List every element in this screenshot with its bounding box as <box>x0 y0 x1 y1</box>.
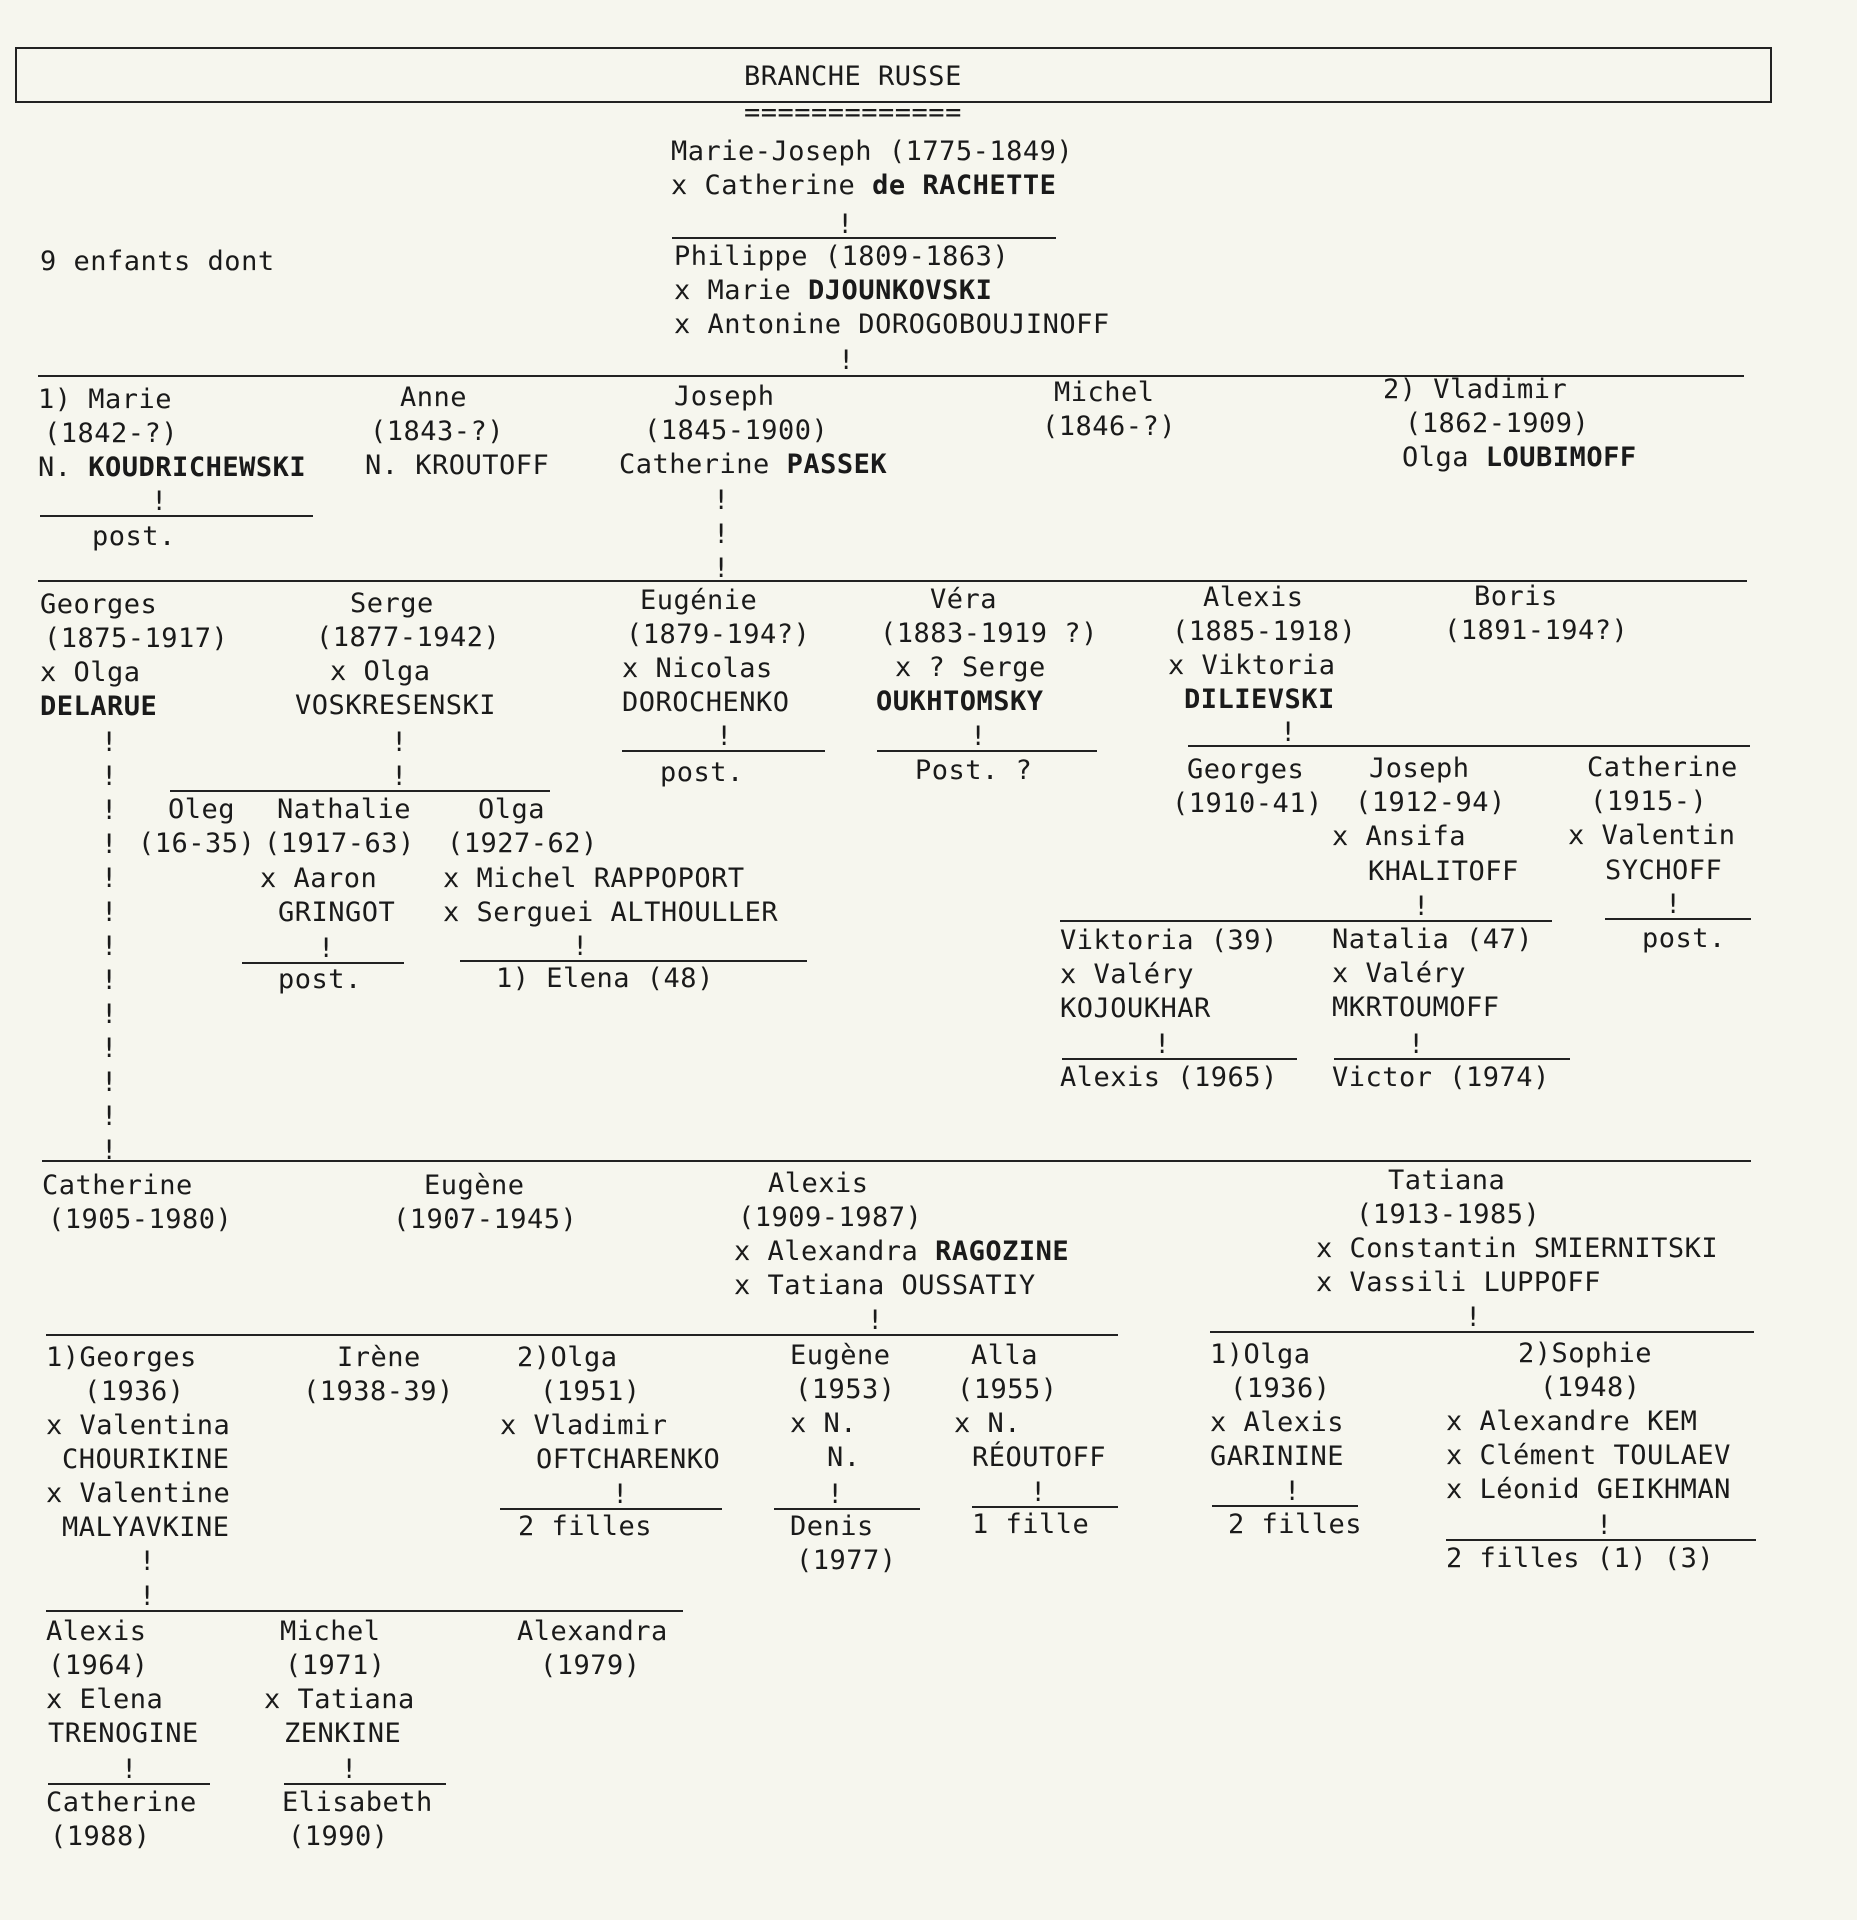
spouse-surname: ZENKINE <box>284 1718 402 1749</box>
connector-line <box>672 237 1056 239</box>
title-underline: ============= <box>744 97 962 128</box>
person-olga: 2)Olga <box>517 1342 618 1373</box>
connector-mark: ! <box>101 863 118 894</box>
dates: (1912-94) <box>1355 787 1506 818</box>
person-eugene: Eugène <box>790 1340 891 1371</box>
posterity-label: 2 filles <box>1228 1509 1363 1540</box>
connector-mark: ! <box>838 345 855 376</box>
posterity-label: post. <box>278 964 362 995</box>
note-9-enfants: 9 enfants dont <box>40 246 275 277</box>
spouse-surname: SYCHOFF <box>1605 855 1723 886</box>
dates: (1843-?) <box>370 416 505 447</box>
spouse: x Alexandre KEM <box>1446 1406 1698 1437</box>
spouse: x Elena <box>46 1684 164 1715</box>
spouse: x Constantin SMIERNITSKI <box>1316 1233 1719 1264</box>
connector-mark: ! <box>867 1305 884 1336</box>
spouse: x Valéry <box>1332 958 1467 989</box>
dates: (1891-194?) <box>1444 615 1629 646</box>
person-catherine: Catherine <box>42 1170 193 1201</box>
spouse-catherine-de-rachette: x Catherine de RACHETTE <box>671 170 1057 201</box>
person-serge: Serge <box>350 588 434 619</box>
spouse-surname: KHALITOFF <box>1368 856 1519 887</box>
connector-mark: ! <box>713 485 730 516</box>
person-irene: Irène <box>337 1342 421 1373</box>
connector-mark: ! <box>341 1754 358 1785</box>
connector-mark: ! <box>1465 1302 1482 1333</box>
dates: (1842-?) <box>44 418 179 449</box>
connector-line <box>46 1334 1118 1336</box>
person-eugene: Eugène <box>424 1170 525 1201</box>
dates: (1953) <box>795 1374 896 1405</box>
posterity-label: 2 filles <box>518 1511 653 1542</box>
spouse: Olga LOUBIMOFF <box>1402 442 1637 473</box>
connector-mark: ! <box>1408 1029 1425 1060</box>
dates: (1977) <box>796 1545 897 1576</box>
person-alexis: Alexis <box>46 1616 147 1647</box>
spouse: x Valentin <box>1568 820 1736 851</box>
spouse-surname: VOSKRESENSKI <box>295 690 497 721</box>
connector-line <box>1188 745 1750 747</box>
dates: (1875-1917) <box>44 623 229 654</box>
spouse: x ? Serge <box>895 652 1046 683</box>
posterity-label: 1 fille <box>972 1509 1090 1540</box>
connector-mark: ! <box>837 209 854 240</box>
dates: (1877-1942) <box>316 622 501 653</box>
spouse: Catherine PASSEK <box>619 449 888 480</box>
connector-line <box>1062 1058 1297 1060</box>
person-marie-joseph: Marie-Joseph (1775-1849) <box>671 136 1074 167</box>
connector-mark: ! <box>391 761 408 792</box>
spouse: x Aaron <box>260 863 378 894</box>
spouse: x Vassili LUPPOFF <box>1316 1267 1601 1298</box>
connector-mark: ! <box>101 965 118 996</box>
spouse: x Valentine <box>46 1478 231 1509</box>
person-sophie: 2)Sophie <box>1518 1338 1653 1369</box>
dates: (1936) <box>84 1376 185 1407</box>
dates: (16-35) <box>138 828 256 859</box>
person-alla: Alla <box>971 1340 1039 1371</box>
connector-mark: ! <box>101 727 118 758</box>
connector-mark: ! <box>121 1754 138 1785</box>
connector-mark: ! <box>391 727 408 758</box>
person-georges: Georges <box>40 589 158 620</box>
spouse-surname: KOJOUKHAR <box>1060 993 1211 1024</box>
connector-mark: ! <box>1665 889 1682 920</box>
connector-mark: ! <box>151 486 168 517</box>
child-denis: Denis <box>790 1511 874 1542</box>
spouse: x Viktoria <box>1168 650 1336 681</box>
person-vera: Véra <box>930 584 998 615</box>
person-nathalie: Nathalie <box>277 794 412 825</box>
spouse-surname: RÉOUTOFF <box>972 1442 1107 1473</box>
dates: (1951) <box>540 1376 641 1407</box>
dates: (1885-1918) <box>1172 616 1357 647</box>
person-boris: Boris <box>1474 581 1558 612</box>
child-alexis: Alexis (1965) <box>1060 1062 1278 1093</box>
connector-line <box>170 790 550 792</box>
spouse-surname: OFTCHARENKO <box>536 1444 721 1475</box>
connector-line <box>1334 1058 1570 1060</box>
dates: (1938-39) <box>303 1376 454 1407</box>
spouse: x N. <box>954 1408 1022 1439</box>
spouse-surname: GARININE <box>1210 1441 1345 1472</box>
person-anne: Anne <box>400 382 468 413</box>
spouse: N. KROUTOFF <box>365 450 550 481</box>
dates: (1846-?) <box>1042 411 1177 442</box>
spouse-surname: TRENOGINE <box>48 1718 199 1749</box>
person-olga: Olga <box>478 794 546 825</box>
connector-mark: ! <box>716 721 733 752</box>
dates: (1910-41) <box>1172 788 1323 819</box>
connector-line <box>284 1783 446 1785</box>
person-eugenie: Eugénie <box>640 585 758 616</box>
connector-mark: ! <box>139 1546 156 1577</box>
person-catherine: Catherine <box>1587 752 1738 783</box>
connector-mark: ! <box>1284 1476 1301 1507</box>
person-joseph: Joseph <box>674 381 775 412</box>
dates: (1979) <box>540 1650 641 1681</box>
dates: (1936) <box>1230 1373 1331 1404</box>
connector-mark: ! <box>101 761 118 792</box>
dates: (1917-63) <box>264 828 415 859</box>
posterity-label: post. <box>1642 923 1726 954</box>
connector-mark: ! <box>1154 1029 1171 1060</box>
spouse: x Olga <box>330 656 431 687</box>
connector-line <box>42 1160 1751 1162</box>
person-alexis: Alexis <box>1203 582 1304 613</box>
connector-mark: ! <box>101 1033 118 1064</box>
connector-mark: ! <box>139 1581 156 1612</box>
person-georges: Georges <box>1187 754 1305 785</box>
dates: (1905-1980) <box>48 1204 233 1235</box>
connector-mark: ! <box>1280 717 1297 748</box>
posterity-label: Post. ? <box>915 755 1033 786</box>
dates: (1964) <box>48 1650 149 1681</box>
connector-mark: ! <box>970 721 987 752</box>
person-joseph: Joseph <box>1369 753 1470 784</box>
spouse: x Valéry <box>1060 959 1195 990</box>
spouse: x Clément TOULAEV <box>1446 1440 1731 1471</box>
connector-mark: ! <box>1413 891 1430 922</box>
connector-line <box>1060 920 1552 922</box>
dates: (1990) <box>288 1821 389 1852</box>
dates: (1915-) <box>1590 786 1708 817</box>
spouse: x Léonid GEIKHMAN <box>1446 1474 1731 1505</box>
connector-mark: ! <box>318 933 335 964</box>
spouse-surname: DILIEVSKI <box>1184 684 1335 715</box>
spouse-surname: N. <box>827 1442 861 1473</box>
connector-mark: ! <box>713 553 730 584</box>
person-michel: Michel <box>280 1616 381 1647</box>
spouse: x N. <box>790 1408 858 1439</box>
spouse: x Ansifa <box>1332 821 1467 852</box>
posterity-label: post. <box>92 521 176 552</box>
spouse: N. KOUDRICHEWSKI <box>38 452 307 483</box>
spouse: x Alexandra RAGOZINE <box>734 1236 1070 1267</box>
dates: (1955) <box>957 1374 1058 1405</box>
spouse-surname: MKRTOUMOFF <box>1332 992 1500 1023</box>
connector-line <box>877 750 1097 752</box>
spouse-surname: DOROCHENKO <box>622 687 790 718</box>
dates: (1845-1900) <box>644 415 829 446</box>
person-alexis: Alexis <box>768 1168 869 1199</box>
dates: (1988) <box>50 1821 151 1852</box>
person-alexandra: Alexandra <box>517 1616 668 1647</box>
person-marie: 1) Marie <box>38 384 173 415</box>
spouse: x Tatiana OUSSATIY <box>734 1270 1036 1301</box>
spouse: x Nicolas <box>622 653 773 684</box>
dates: (1927-62) <box>447 828 598 859</box>
person-philippe: Philippe (1809-1863) <box>674 241 1010 272</box>
person-vladimir: 2) Vladimir <box>1383 374 1568 405</box>
posterity-label: 2 filles (1) (3) <box>1446 1543 1715 1574</box>
spouse-antonine: x Antonine DOROGOBOUJINOFF <box>674 309 1110 340</box>
connector-mark: ! <box>101 795 118 826</box>
spouse-surname: GRINGOT <box>278 897 396 928</box>
connector-line <box>40 515 313 517</box>
spouse-marie-djounkovski: x Marie DJOUNKOVSKI <box>674 275 993 306</box>
dates: (1879-194?) <box>626 619 811 650</box>
child-elena: 1) Elena (48) <box>496 963 714 994</box>
spouse: x Valentina <box>46 1410 231 1441</box>
person-georges: 1)Georges <box>46 1342 197 1373</box>
child-victor: Victor (1974) <box>1332 1062 1550 1093</box>
person-natalia: Natalia (47) <box>1332 924 1534 955</box>
connector-mark: ! <box>101 1067 118 1098</box>
person-viktoria: Viktoria (39) <box>1060 925 1278 956</box>
person-tatiana: Tatiana <box>1388 1165 1506 1196</box>
page-title: BRANCHE RUSSE <box>744 61 962 92</box>
connector-mark: ! <box>101 829 118 860</box>
connector-mark: ! <box>101 1101 118 1132</box>
connector-mark: ! <box>713 519 730 550</box>
spouse: x Alexis <box>1210 1407 1345 1438</box>
dates: (1862-1909) <box>1405 408 1590 439</box>
connector-mark: ! <box>1030 1477 1047 1508</box>
dates: (1909-1987) <box>738 1202 923 1233</box>
spouse: x Vladimir <box>500 1410 668 1441</box>
spouse-surname: DELARUE <box>40 691 158 722</box>
spouse: x Michel RAPPOPORT <box>443 863 745 894</box>
connector-mark: ! <box>101 931 118 962</box>
connector-mark: ! <box>827 1479 844 1510</box>
dates: (1948) <box>1540 1372 1641 1403</box>
dates: (1907-1945) <box>393 1204 578 1235</box>
dates: (1971) <box>285 1650 386 1681</box>
spouse: x Olga <box>40 657 141 688</box>
child-elisabeth: Elisabeth <box>282 1787 433 1818</box>
spouse-surname: CHOURIKINE <box>62 1444 230 1475</box>
child-catherine: Catherine <box>46 1787 197 1818</box>
connector-mark: ! <box>101 1135 118 1166</box>
person-oleg: Oleg <box>168 794 236 825</box>
spouse-surname: MALYAVKINE <box>62 1512 230 1543</box>
spouse: x Tatiana <box>264 1684 415 1715</box>
person-olga: 1)Olga <box>1210 1339 1311 1370</box>
connector-line <box>1210 1331 1754 1333</box>
connector-mark: ! <box>101 999 118 1030</box>
connector-mark: ! <box>612 1479 629 1510</box>
connector-mark: ! <box>1596 1510 1613 1541</box>
spouse: x Serguei ALTHOULLER <box>443 897 779 928</box>
posterity-label: post. <box>660 757 744 788</box>
person-michel: Michel <box>1054 377 1155 408</box>
connector-mark: ! <box>572 931 589 962</box>
spouse-surname: OUKHTOMSKY <box>876 686 1044 717</box>
dates: (1883-1919 ?) <box>880 618 1098 649</box>
dates: (1913-1985) <box>1356 1199 1541 1230</box>
connector-mark: ! <box>101 897 118 928</box>
